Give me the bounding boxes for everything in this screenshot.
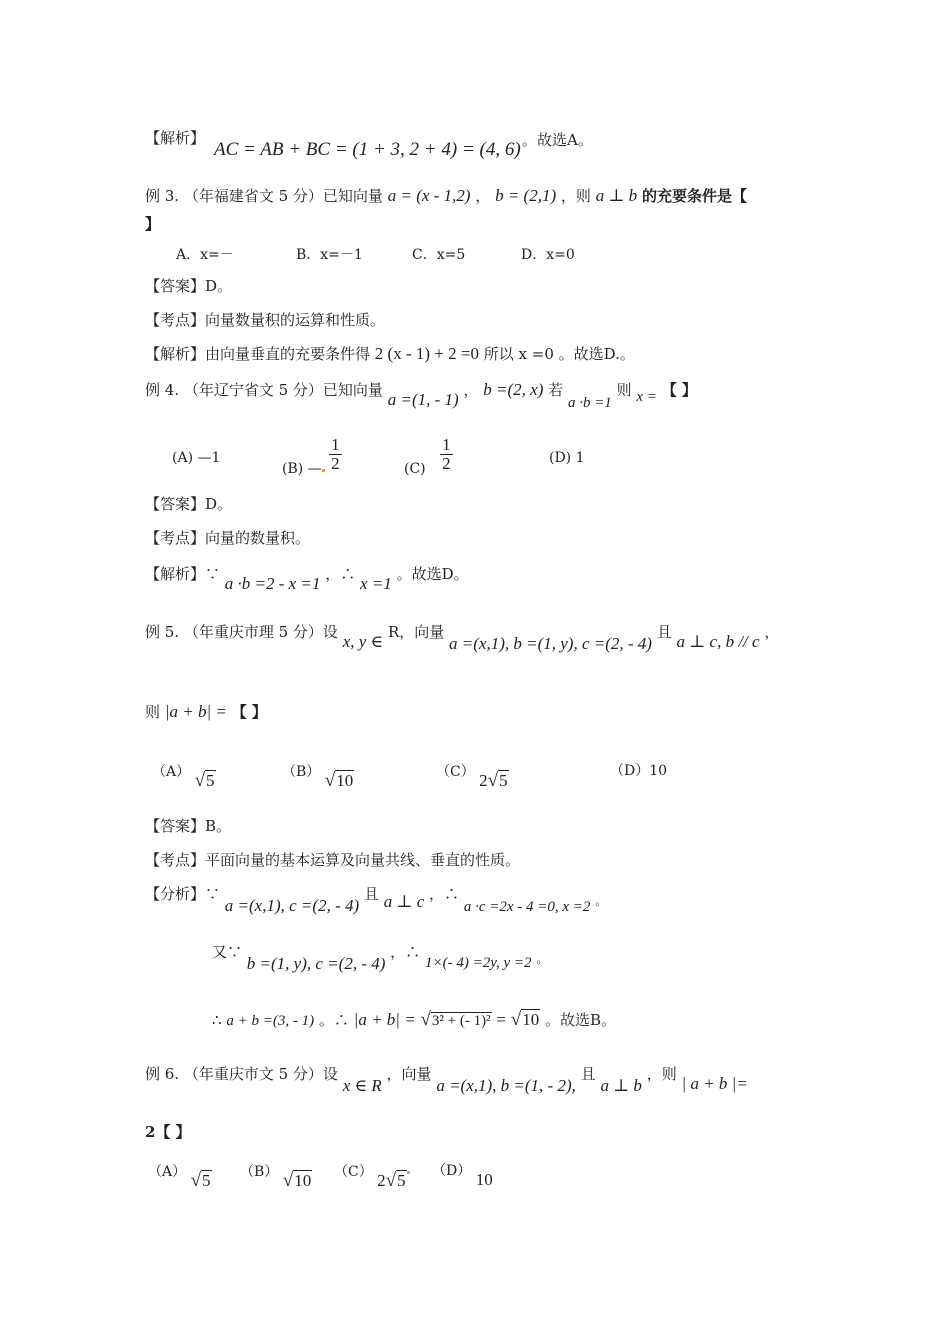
analysis-formula: AC = AB + BC = (1 + 3, 2 + 4) = (4, 6) <box>214 139 521 160</box>
example-3-option-d: D．x=0 <box>521 247 575 263</box>
example-3-option-a: A．x=－ <box>176 247 234 263</box>
analysis-label: 【解析】 <box>145 129 206 147</box>
example-5-question: 例 5. （年重庆市理 5 分）设 x, y ∈ R，向量 a =(x,1), b =(1, y), c =(2, - 4) 且 a ⊥ c, b // c ， <box>145 623 780 653</box>
example-5-option-b: （B） √10 <box>282 764 354 791</box>
example-4-answer: 【答案】D。 <box>145 495 233 513</box>
example-5-option-a: （A） √5 <box>152 764 215 791</box>
example-6-option-b: （B） √10 <box>240 1164 312 1191</box>
example-4-option-b: (B) — $\frac{1}{2}$ <box>282 435 340 477</box>
example-3-question: 例 3. （年福建省文 5 分）已知向量 a = (x - 1,2) ， b = (2,1) ，则 a ⊥ b 的充要条件是【 <box>145 186 747 205</box>
sqrt: 2√5 <box>479 770 508 791</box>
example-3-topic: 【考点】向量数量积的运算和性质。 <box>145 311 386 329</box>
example-5-option-c: （C） 2√5 <box>436 764 508 791</box>
example-6-question-cont: 2【 】 <box>145 1123 191 1141</box>
example-6-option-a: （A） √5 <box>148 1164 211 1191</box>
sqrt: √10 <box>324 770 354 791</box>
example-4-option-c: (C) $\frac{1}{2}$ <box>404 435 451 477</box>
example-5-analysis-2: 又∵ b =(1, y), c =(2, - 4) ，∴ 1×(- 4) =2y, y =2 $_。$ <box>212 943 549 973</box>
example-3-option-b: B．x=－1 <box>296 247 363 263</box>
example-3-option-c: C．x=5 <box>412 247 466 263</box>
example-4-topic: 【考点】向量的数量积。 <box>145 529 311 547</box>
example-6-option-c: （C） 2√5 <box>334 1160 410 1182</box>
example-6-question: 例 6. （年重庆市文 5 分）设 x ∈ R ，向量 a =(x,1), b =(1, - 2), 且 a ⊥ b ，则 | a + b |= <box>145 1065 748 1095</box>
sqrt: √3² + (- 1)² <box>420 1009 491 1030</box>
example-5-answer: 【答案】B。 <box>145 817 232 835</box>
example-3-close-bracket: 】 <box>145 215 161 233</box>
example-4-option-a: (A) —1 <box>172 450 221 466</box>
example-4-question: 例 4. （年辽宁省文 5 分）已知向量 a =(1, - 1) ， b =(2, x) 若 a ·b =1 则 x = 【 】 <box>145 380 697 411</box>
example-5-analysis-1: 【分析】∵ a =(x,1), c =(2, - 4) 且 a ⊥ c ，∴ a ·c =2x - 4 =0, x =2 $_。$ <box>145 885 608 915</box>
analysis-line-1 <box>145 128 205 148</box>
example-5-option-d: （D）10 <box>610 763 668 779</box>
example-4-option-d: (D) 1 <box>549 450 585 466</box>
analysis-conclusion: 。故选A。 <box>522 131 593 149</box>
example-3-answer: 【答案】D。 <box>145 277 233 295</box>
example-3-analysis: 【解析】由向量垂直的充要条件得 2 (x - 1) + 2 =0 所以 x =0 。故选D.。 <box>145 344 635 363</box>
example-6-option-d: （D） 10 <box>432 1163 493 1189</box>
marker-dot <box>322 469 325 472</box>
sqrt: 2√5 <box>377 1170 406 1191</box>
example-5-topic: 【考点】平面向量的基本运算及向量共线、垂直的性质。 <box>145 851 521 869</box>
fraction: $\frac{1}{2}$ <box>442 435 451 473</box>
sqrt: √10 <box>282 1170 312 1191</box>
sqrt: √10 <box>510 1009 540 1030</box>
sqrt: √5 <box>190 1170 211 1191</box>
sqrt: √5 <box>194 770 215 791</box>
example-5-question-cont: 则 |a + b| = 【 】 <box>145 702 267 721</box>
marker-dot <box>407 1171 410 1174</box>
fraction: $\frac{1}{2}$ <box>331 435 340 473</box>
example-4-analysis: 【解析】∵ a ·b =2 - x =1 ，∴ x =1 。故选D。 <box>145 565 469 593</box>
example-5-analysis-3: ∴ a + b =(3, - 1) 。∴ |a + b| = √3² + (- 1)² = √10 。故选B。 <box>212 1009 617 1030</box>
